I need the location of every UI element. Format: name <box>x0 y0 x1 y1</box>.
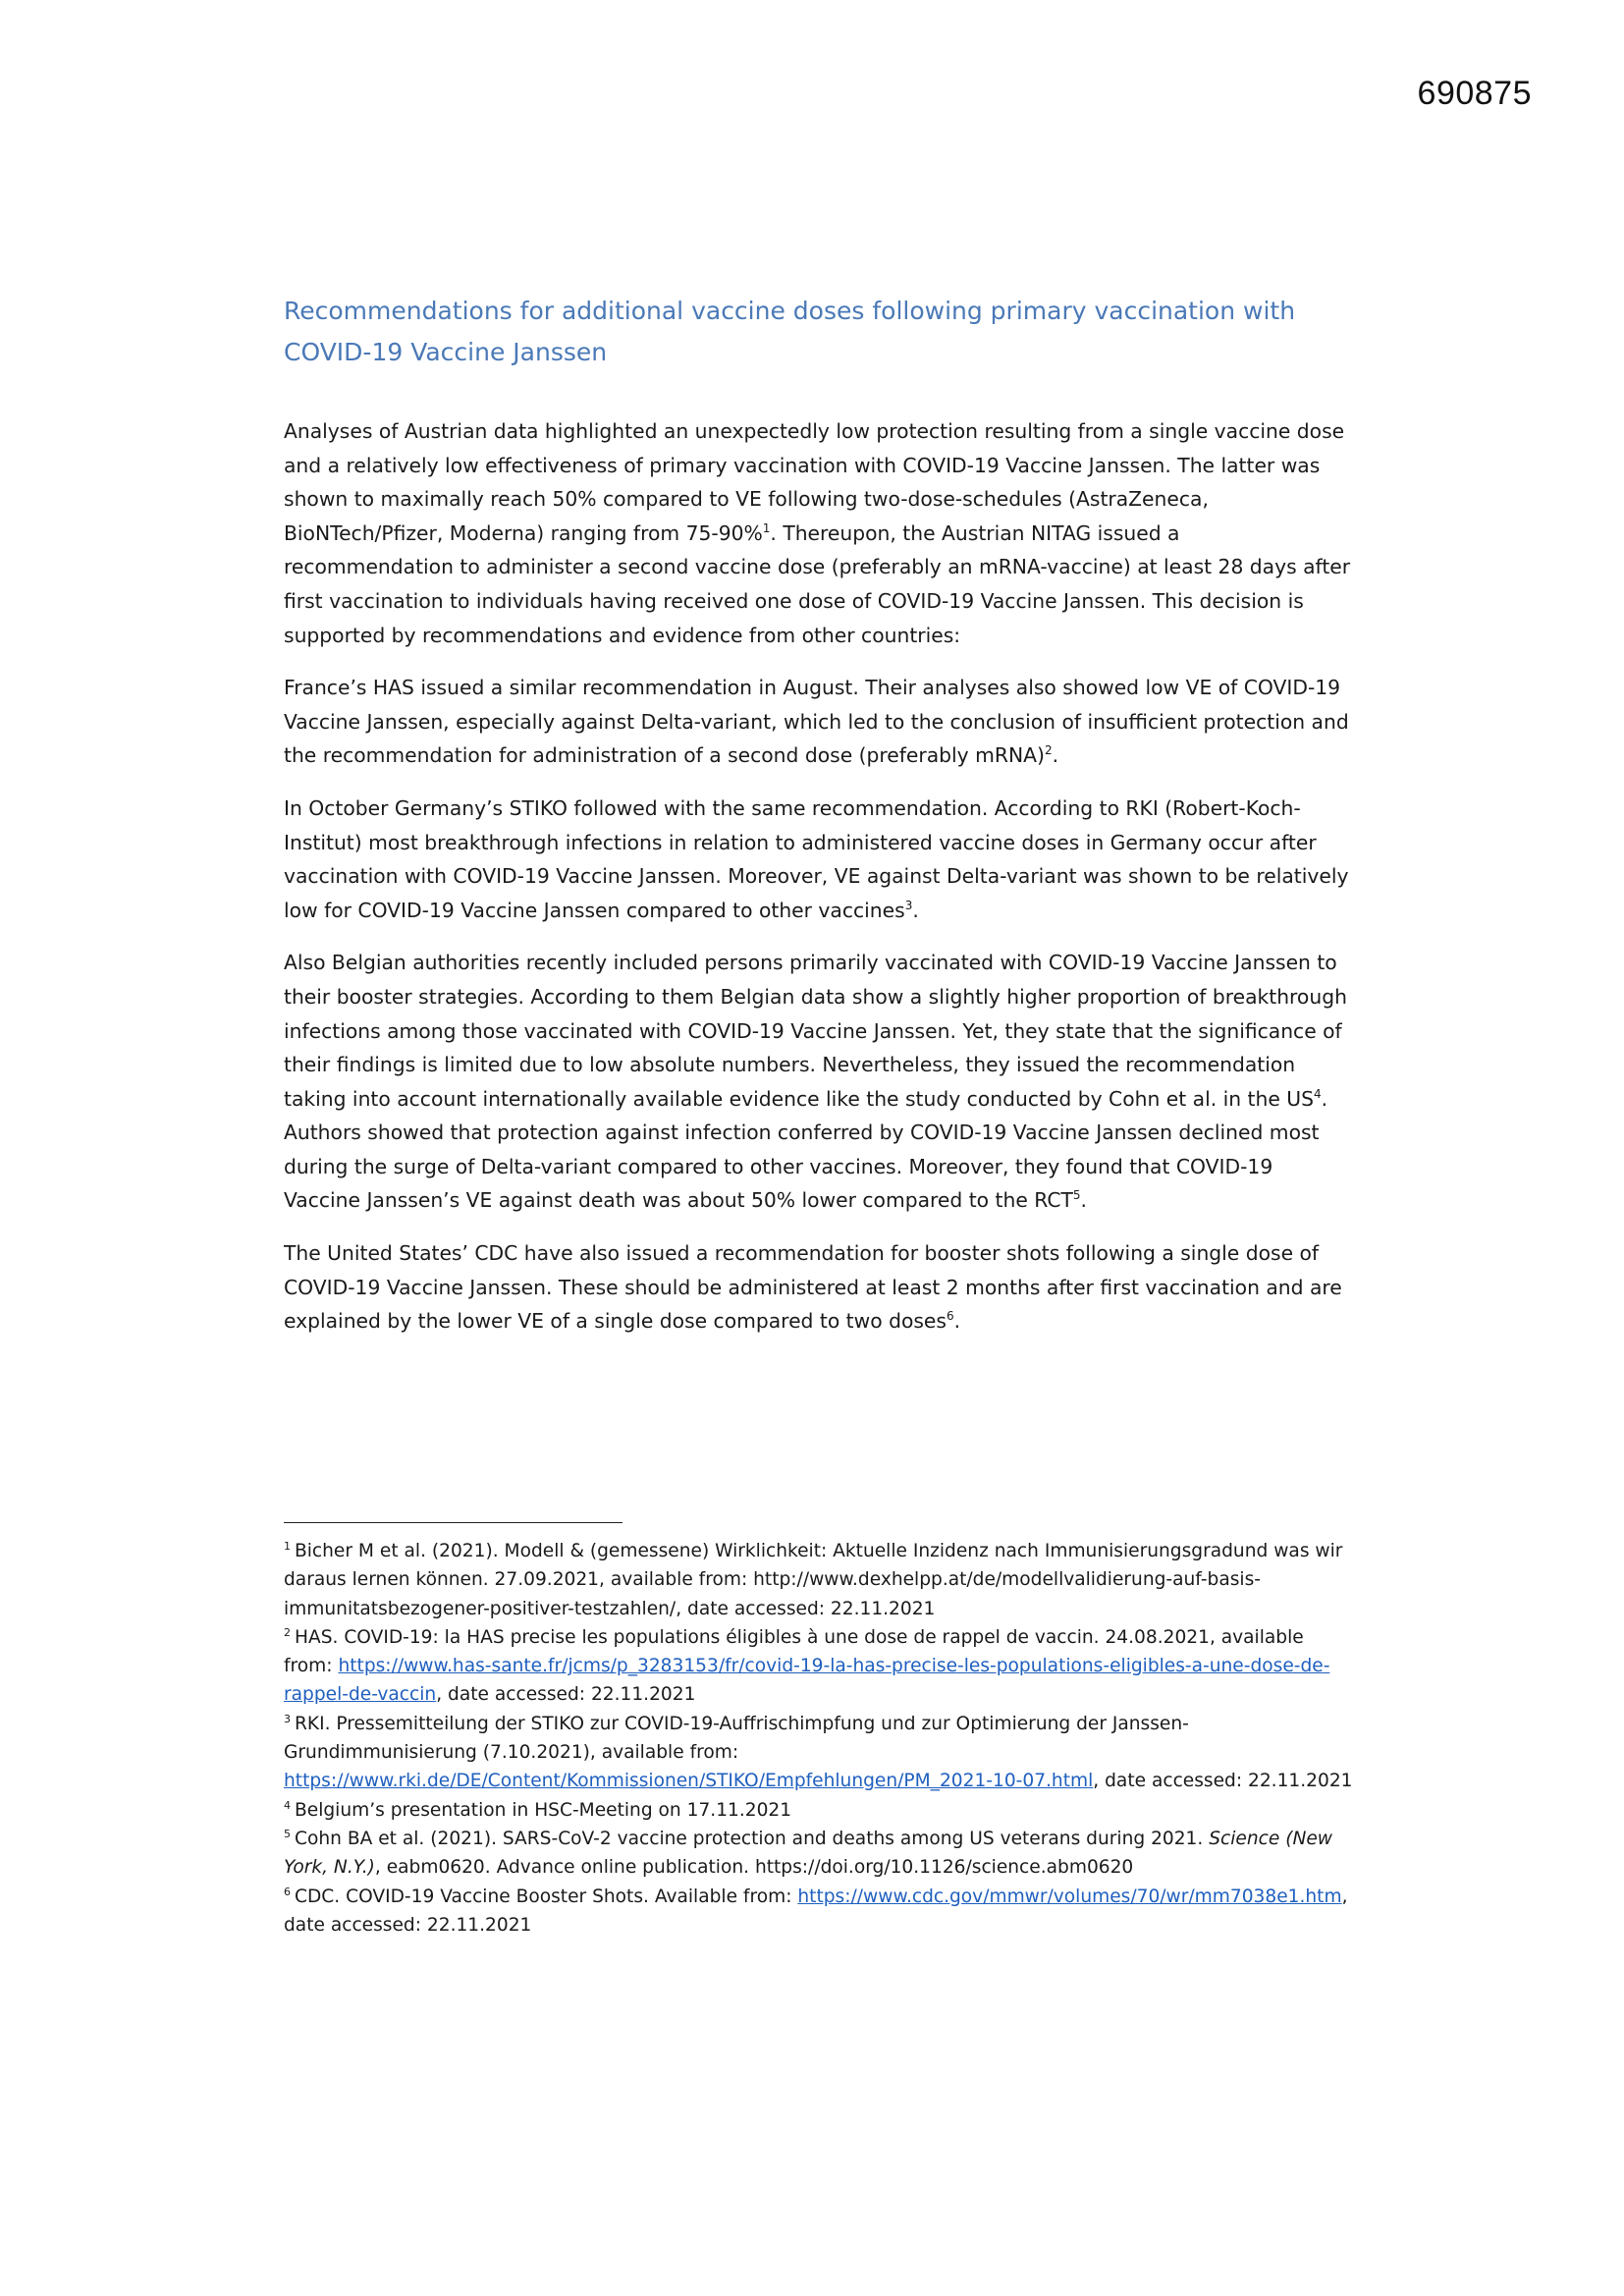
footnote-ref-5[interactable]: 5 <box>1072 1188 1081 1203</box>
footnote-4 <box>284 1796 1354 1825</box>
paragraph-text: Also Belgian authorities recently included persons primarily vaccinated with COVID-19 Vaccine Janssen to their booster strategies. According to them Belgian data show a slightly higher proportion of breakthrough infections among those vaccinated with COVID-19 Vaccine Janssen. Yet, they state that the significance of their findings is limited due to low absolute numbers. Nevertheless, they issued the recommendation taking into account internationally available evidence like the study conducted by Cohn et al. in the US <box>284 951 1347 1111</box>
footnote-text: Bicher M et al. (2021). Modell & (gemessene) Wirklichkeit: Aktuelle Inzidenz nach Immunisierungsgradund was wir daraus lernen können. 27.09.2021, available from: http://www.dexhelpp.at/de/modellvalidierung-auf-basis-immunitatsbezogener-positiver-testzahlen/, date accessed: 22.11.2021 <box>284 1541 1343 1619</box>
paragraph-belgium <box>284 946 1354 1218</box>
paragraph-text: . <box>1080 1188 1087 1213</box>
footnote-number: 2 <box>284 1625 291 1639</box>
paragraph-usa <box>284 1236 1354 1339</box>
footnote-5 <box>284 1825 1354 1883</box>
footnote-number: 3 <box>284 1712 291 1725</box>
footnote-number: 1 <box>284 1540 291 1553</box>
paragraph-text: In October Germany’s STIKO followed with the same recommendation. According to RKI (Robert-Koch-Institut) most breakthrough infections in relation to administered vaccine doses in Germany occur after vaccination with COVID-19 Vaccine Janssen. Moreover, VE against Delta-variant was shown to be relatively low for COVID-19 Vaccine Janssen compared to other vaccines <box>284 795 1349 922</box>
footnote-ref-6[interactable]: 6 <box>946 1309 954 1324</box>
footnote-number: 4 <box>284 1798 291 1812</box>
footnote-text: , date accessed: 22.11.2021 <box>436 1684 696 1706</box>
footnote-text: HAS. COVID-19: la HAS precise les populations éligibles à une dose de rappel de vaccin. 24.08.2021, available from: <box>284 1626 1304 1677</box>
page-title: Recommendations for additional vaccine doses following primary vaccination with COVID-19 Vaccine Janssen <box>284 297 1296 366</box>
footnote-text: , date accessed: 22.11.2021 <box>284 1886 1348 1936</box>
paragraph-france <box>284 671 1354 773</box>
paragraph-text: France’s HAS issued a similar recommendation in August. Their analyses also showed low VE of COVID-19 Vaccine Janssen, especially against Delta-variant, which led to the conclusion of insufficient protection and the recommendation for administration of a second dose (preferably mRNA) <box>284 676 1349 768</box>
footnote-text: RKI. Pressemitteilung der STIKO zur COVID-19-Auffrischimpfung und zur Optimierung der Janssen-Grundimmunisierung (7.10.2021), available from: <box>284 1713 1189 1764</box>
footnote-6 <box>284 1883 1354 1941</box>
footnote-text: CDC. COVID-19 Vaccine Booster Shots. Available from: <box>295 1886 798 1907</box>
footnote-text: Cohn BA et al. (2021). SARS-CoV-2 vaccine protection and deaths among US veterans during 2021. <box>295 1828 1210 1849</box>
footnote-3 <box>284 1710 1354 1796</box>
footnote-number: 6 <box>284 1885 291 1898</box>
footnote-number: 5 <box>284 1827 291 1840</box>
cdc-link[interactable]: https://www.cdc.gov/mmwr/volumes/70/wr/mm7038e1.htm <box>797 1886 1342 1907</box>
document-id: 690875 <box>1417 75 1532 112</box>
has-link[interactable]: https://www.has-sante.fr/jcms/p_3283153/fr/covid-19-la-has-precise-les-populations-eligibles-a-une-dose-de-rappel-de-vaccin <box>284 1656 1330 1706</box>
paragraph-text: . <box>1052 743 1059 768</box>
footnote-text: Belgium’s presentation in HSC-Meeting on 17.11.2021 <box>295 1799 792 1821</box>
footnote-text: , date accessed: 22.11.2021 <box>1093 1771 1353 1792</box>
rki-link[interactable]: https://www.rki.de/DE/Content/Kommissionen/STIKO/Empfehlungen/PM_2021-10-07.html <box>284 1771 1094 1792</box>
footnote-ref-1[interactable]: 1 <box>762 520 771 535</box>
journal-name: Science (New York, N.Y.) <box>284 1828 1333 1879</box>
paragraph-text: The United States’ CDC have also issued a recommendation for booster shots following a single dose of COVID-19 Vaccine Janssen. These should be administered at least 2 months after first vaccination and are explained by the lower VE of a single dose compared to two doses <box>284 1241 1342 1334</box>
paragraph-text: Analyses of Austrian data highlighted an unexpectedly low protection resulting from a single vaccine dose and a relatively low effectiveness of primary vaccination with COVID-19 Vaccine Janssen. The latter was shown to maximally reach 50% compared to VE following two-dose-schedules (AstraZeneca, BioNTech/Pfizer, Moderna) ranging from 75-90% <box>284 419 1345 545</box>
footnote-divider <box>284 1522 623 1523</box>
footnote-ref-2[interactable]: 2 <box>1044 743 1053 758</box>
paragraph-text: . <box>953 1309 961 1334</box>
footnote-ref-4[interactable]: 4 <box>1314 1086 1322 1101</box>
paragraph-text: . Thereupon, the Austrian NITAG issued a recommendation to administer a second vaccine dose (preferably an mRNA-vaccine) at least 28 days after first vaccination to individuals having received one dose of COVID-19 Vaccine Janssen. This decision is supported by recommendations and evidence from other countries: <box>284 520 1351 647</box>
paragraph-text: . <box>912 898 919 922</box>
footnote-text: , eabm0620. Advance online publication. https://doi.org/10.1126/science.abm0620 <box>374 1857 1134 1879</box>
paragraph-germany <box>284 792 1354 927</box>
footnote-2 <box>284 1623 1354 1710</box>
footnote-1 <box>284 1537 1354 1623</box>
main-content <box>284 291 1354 1357</box>
footnotes <box>284 1522 1354 1940</box>
paragraph-austria <box>284 414 1354 652</box>
footnote-ref-3[interactable]: 3 <box>904 898 913 912</box>
paragraph-text: . Authors showed that protection against infection conferred by COVID-19 Vaccine Janssen declined most during the surge of Delta-variant compared to other vaccines. Moreover, they found that COVID-19 Vaccine Janssen’s VE against death was about 50% lower compared to the RCT <box>284 1086 1328 1213</box>
